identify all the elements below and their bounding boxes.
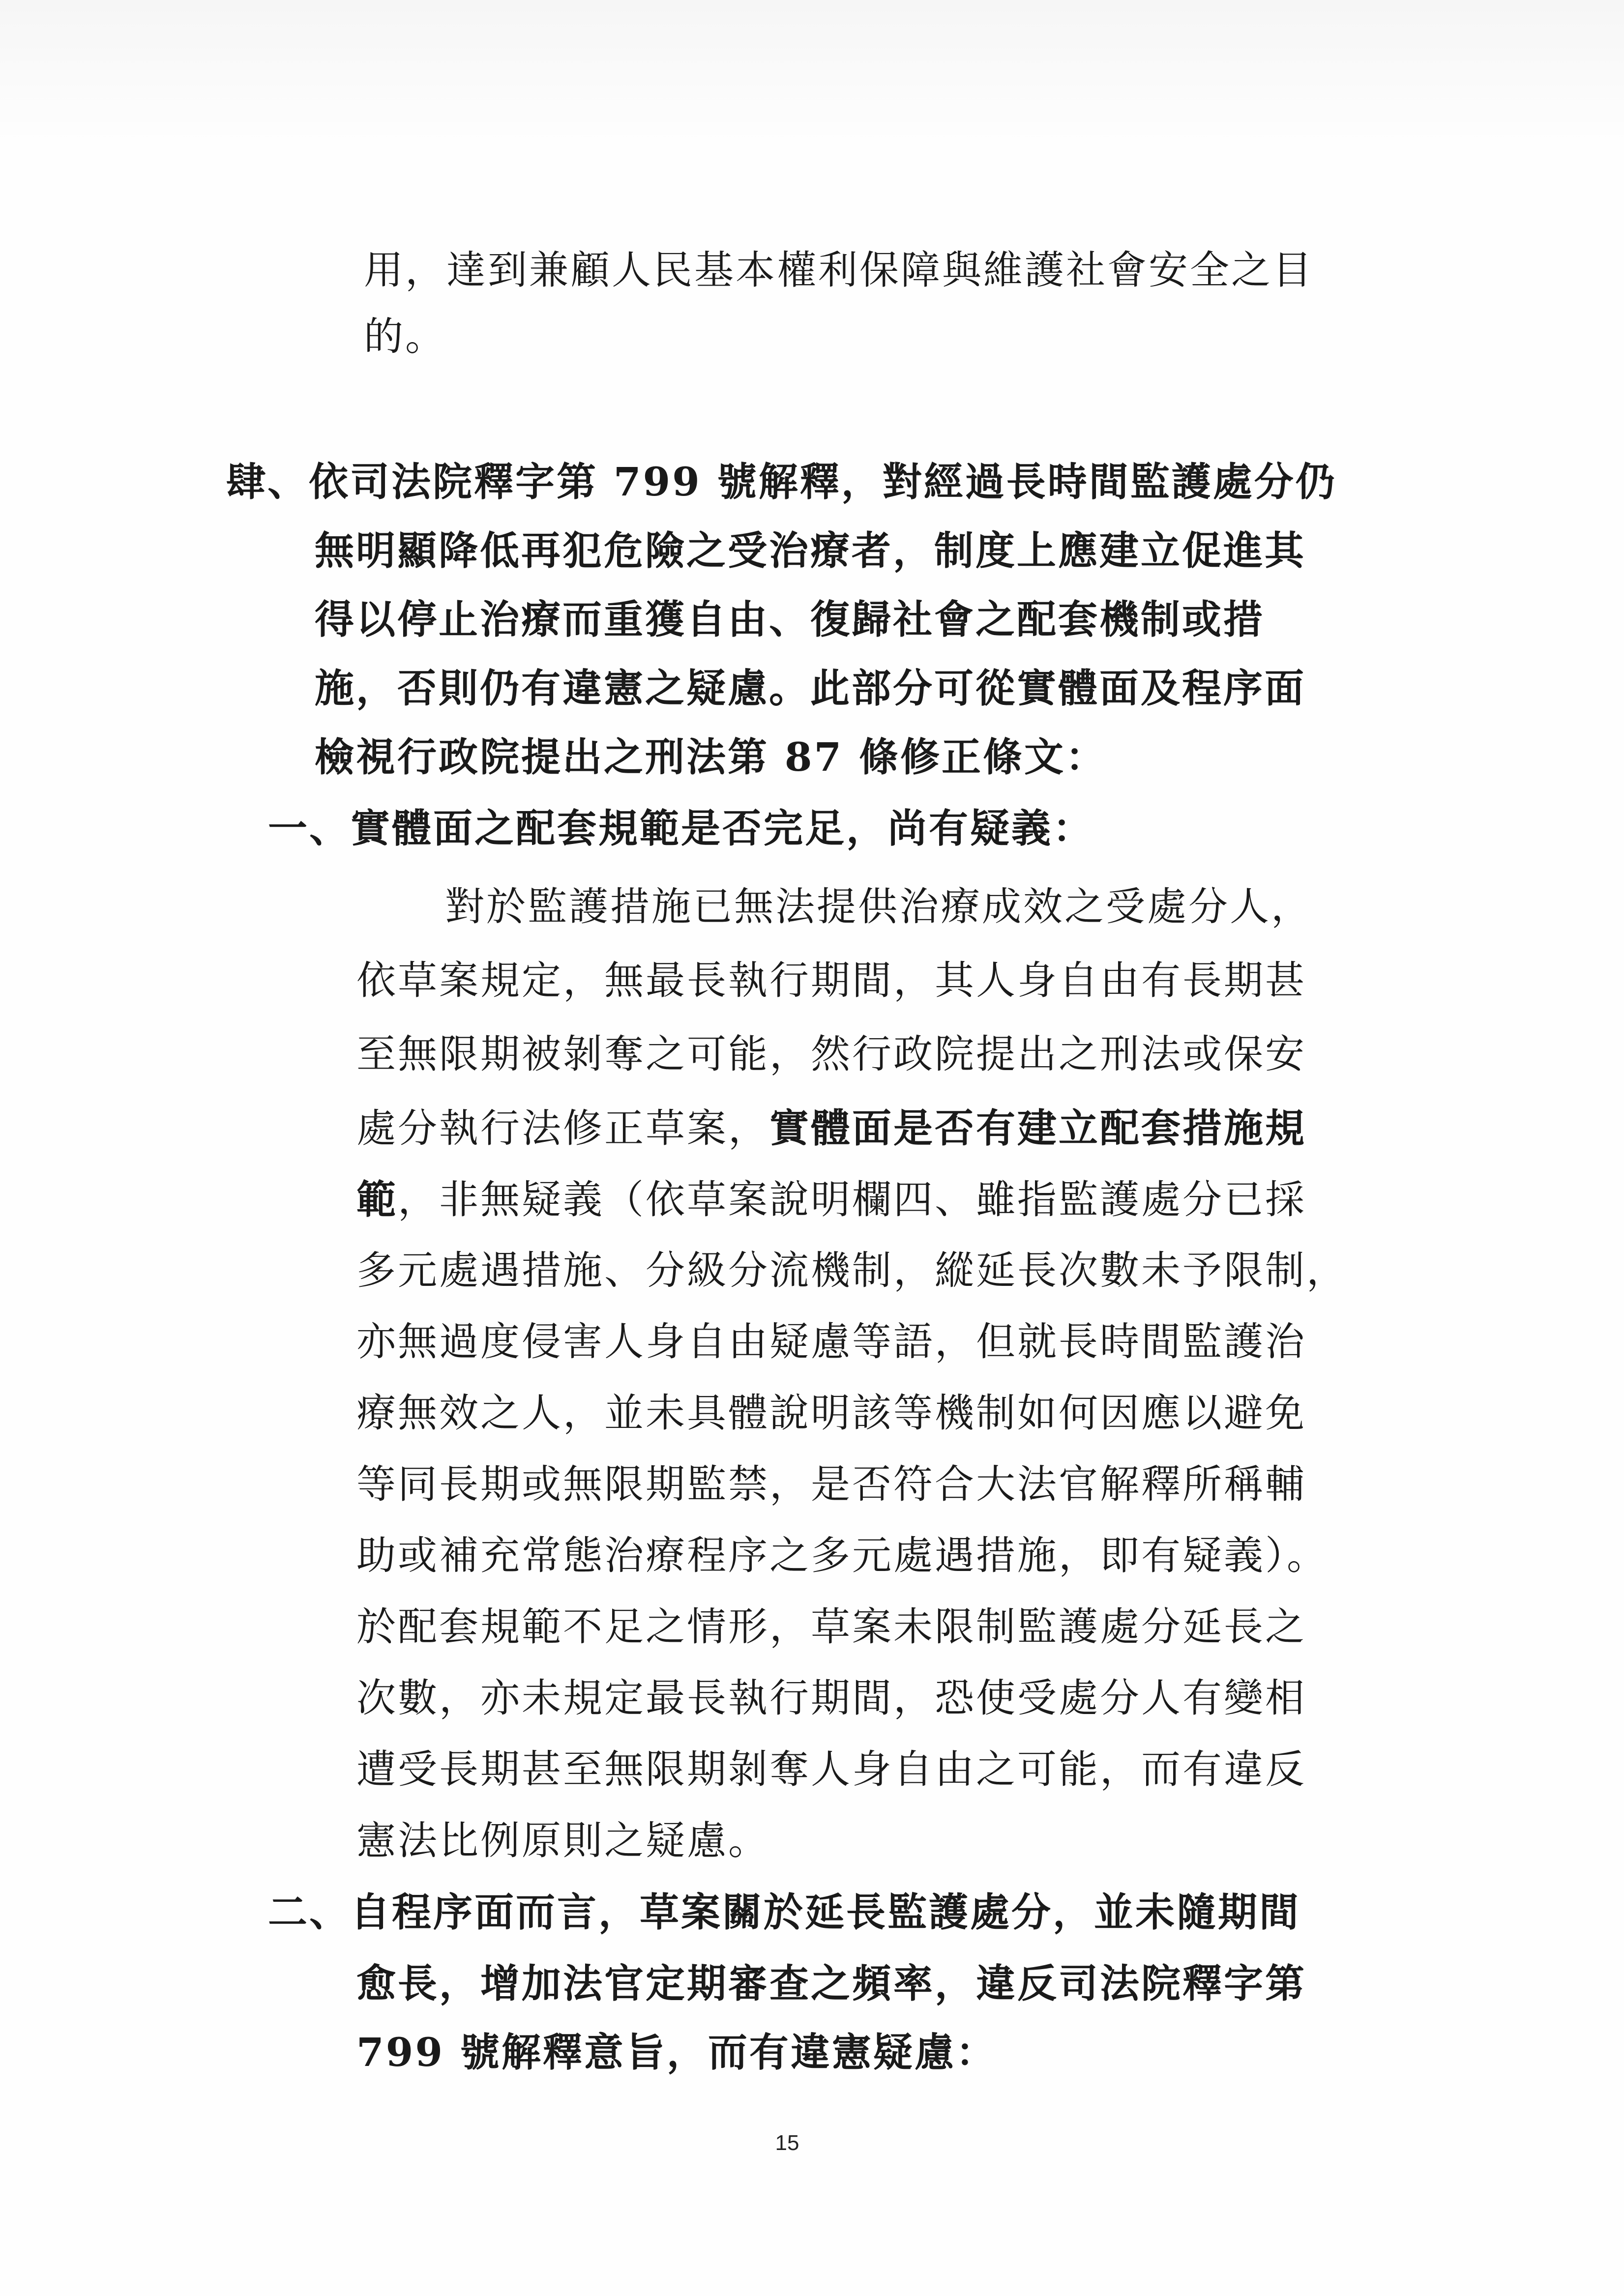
- intro-line-2: 的。: [364, 314, 446, 359]
- item-1-heading: 一、實體面之配套規範是否完足，尚有疑義：: [268, 805, 1094, 851]
- section-4-heading-line-1: 肆、依司法院釋字第 799 號解釋，對經過長時間監護處分仍: [226, 459, 1337, 505]
- item-1-paragraph-line-5: [356, 1175, 1306, 1224]
- item-2-heading-line-2: 愈長，增加法官定期審查之頻率，違反司法院釋字第: [356, 1960, 1306, 2006]
- item-1-paragraph-line-10: 助或補充常態治療程序之多元處遇措施，即有疑義）。: [356, 1533, 1328, 1578]
- item-1-line-5-normal: ，非無疑義（依草案說明欄四、雖指監護處分已採: [398, 1177, 1306, 1222]
- item-1-paragraph-line-6: 多元處遇措施、分級分流機制，縱延長次數未予限制，: [356, 1248, 1348, 1293]
- section-4-heading-line-2: 無明顯降低再犯危險之受治療者，制度上應建立促進其: [315, 527, 1306, 574]
- section-4-heading-line-5: 檢視行政院提出之刑法第 87 條修正條文：: [315, 734, 1107, 780]
- page-number: 15: [775, 2131, 799, 2155]
- item-1-paragraph-line-7: 亦無過度侵害人身自由疑慮等語，但就長時間監護治: [356, 1319, 1306, 1365]
- item-2-heading-line-3: 799 號解釋意旨，而有違憲疑慮：: [356, 2029, 997, 2075]
- intro-line-1: 用，達到兼顧人民基本權利保障與維護社會安全之目: [364, 247, 1314, 293]
- section-4-heading-line-3: 得以停止治療而重獲自由、復歸社會之配套機制或措: [315, 596, 1265, 642]
- item-1-paragraph-line-12: 次數，亦未規定最長執行期間，恐使受處分人有變相: [356, 1675, 1306, 1721]
- item-1-paragraph-line-14: 憲法比例原則之疑慮。: [356, 1818, 769, 1863]
- item-1-paragraph-line-9: 等同長期或無限期監禁，是否符合大法官解釋所稱輔: [356, 1461, 1306, 1507]
- item-1-line-4-normal: 處分執行法修正草案，: [356, 1105, 769, 1151]
- item-1-line-4-bold: 實體面是否有建立配套措施規: [769, 1105, 1306, 1151]
- item-1-paragraph-line-11: 於配套規範不足之情形，草案未限制監護處分延長之: [356, 1604, 1306, 1650]
- item-2-heading-line-1: 二、自程序面而言，草案關於延長監護處分，並未隨期間: [268, 1889, 1300, 1935]
- item-1-paragraph-line-2: 依草案規定，無最長執行期間，其人身自由有長期甚: [356, 958, 1306, 1003]
- item-1-line-5-bold: 範: [356, 1176, 398, 1222]
- item-1-paragraph-line-13: 遭受長期甚至無限期剝奪人身自由之可能，而有違反: [356, 1746, 1306, 1792]
- item-1-paragraph-line-8: 療無效之人，並未具體說明該等機制如何因應以避免: [356, 1390, 1306, 1436]
- scan-edge-shading: [0, 0, 1624, 147]
- section-4-heading-line-4: 施，否則仍有違憲之疑慮。此部分可從實體面及程序面: [315, 665, 1306, 711]
- item-1-paragraph-line-3: 至無限期被剝奪之可能，然行政院提出之刑法或保安: [356, 1031, 1306, 1077]
- item-1-paragraph-line-1: 對於監護措施已無法提供治療成效之受處分人，: [445, 884, 1312, 930]
- item-1-paragraph-line-4: [356, 1104, 1306, 1153]
